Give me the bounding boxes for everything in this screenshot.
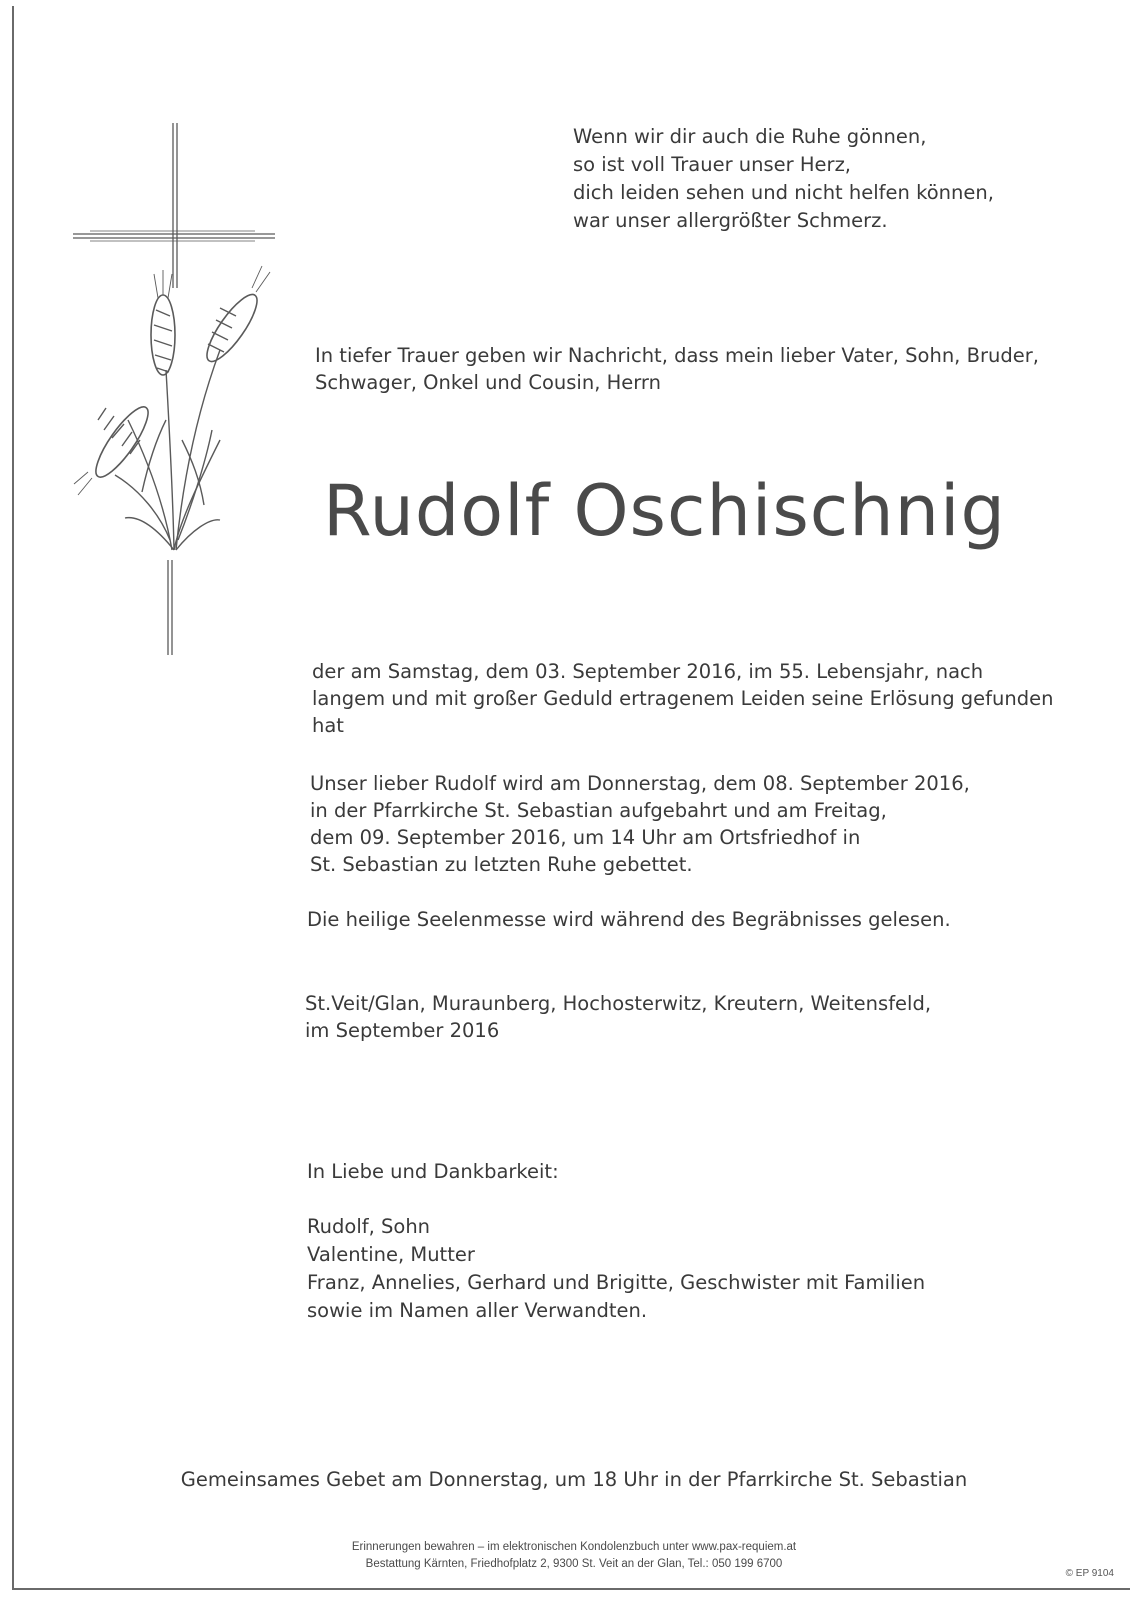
places-line: St.Veit/Glan, Muraunberg, Hochosterwitz, Kreutern, Weitensfeld, xyxy=(305,992,932,1015)
funeral-line: St. Sebastian zu letzten Ruhe gebettet. xyxy=(310,853,693,876)
requiem-mass-note xyxy=(307,906,951,933)
places-and-date xyxy=(305,990,931,1044)
funeral-line: in der Pfarrkirche St. Sebastian aufgebahrt und am Freitag, xyxy=(310,799,887,822)
death-notice-line: hat xyxy=(312,714,344,737)
prayer-announcement: Gemeinsames Gebet am Donnerstag, um 18 Uhr in der Pfarrkirche St. Sebastian xyxy=(180,1468,968,1491)
poem-line: dich leiden sehen und nicht helfen können, xyxy=(573,181,994,204)
cross-icon xyxy=(73,123,275,655)
death-notice xyxy=(312,658,1053,739)
mourner-line: Valentine, Mutter xyxy=(307,1243,475,1266)
mourners-heading xyxy=(307,1158,559,1185)
mourner-line: Franz, Annelies, Gerhard und Brigitte, Geschwister mit Familien xyxy=(307,1271,926,1294)
announcement-intro xyxy=(315,342,1039,396)
funeral-home-address: Bestattung Kärnten, Friedhofplatz 2, 9300 St. Veit an der Glan, Tel.: 050 199 6700 xyxy=(365,1558,783,1570)
intro-line: Schwager, Onkel und Cousin, Herrn xyxy=(315,371,661,394)
death-notice-line: langem und mit großer Geduld ertragenem Leiden seine Erlösung gefunden xyxy=(312,687,1054,710)
funeral-line: dem 09. September 2016, um 14 Uhr am Ortsfriedhof in xyxy=(310,826,861,849)
mourner-line: Rudolf, Sohn xyxy=(307,1215,431,1238)
poem-line: so ist voll Trauer unser Herz, xyxy=(573,153,851,176)
funeral-line: Unser lieber Rudolf wird am Donnerstag, dem 08. September 2016, xyxy=(310,772,970,795)
left-border-line xyxy=(12,6,14,1590)
wheat-sheaf-icon xyxy=(74,266,270,550)
condolence-book-line: Erinnerungen bewahren – im elektronischen Kondolenzbuch unter www.pax-requiem.at xyxy=(351,1541,797,1553)
poem-line: war unser allergrößter Schmerz. xyxy=(573,209,888,232)
mourners-list xyxy=(307,1213,925,1325)
poem-verse xyxy=(573,123,1093,235)
funeral-home-footer xyxy=(0,1539,1132,1573)
deceased-name: Rudolf Oschischnig xyxy=(323,470,1006,552)
death-notice-line: der am Samstag, dem 03. September 2016, im 55. Lebensjahr, nach xyxy=(312,660,984,683)
bottom-border-line xyxy=(12,1588,1130,1590)
intro-line: In tiefer Trauer geben wir Nachricht, dass mein lieber Vater, Sohn, Bruder, xyxy=(315,344,1039,367)
mass-line: Die heilige Seelenmesse wird während des Begräbnisses gelesen. xyxy=(307,908,951,931)
mourners-heading-text: In Liebe und Dankbarkeit: xyxy=(307,1160,559,1183)
date-line: im September 2016 xyxy=(305,1019,500,1042)
print-code: © EP 9104 xyxy=(1065,1568,1114,1579)
mourner-line: sowie im Namen aller Verwandten. xyxy=(307,1299,648,1322)
cross-wheat-emblem xyxy=(70,120,290,670)
funeral-details xyxy=(310,770,970,878)
poem-line: Wenn wir dir auch die Ruhe gönnen, xyxy=(573,125,927,148)
